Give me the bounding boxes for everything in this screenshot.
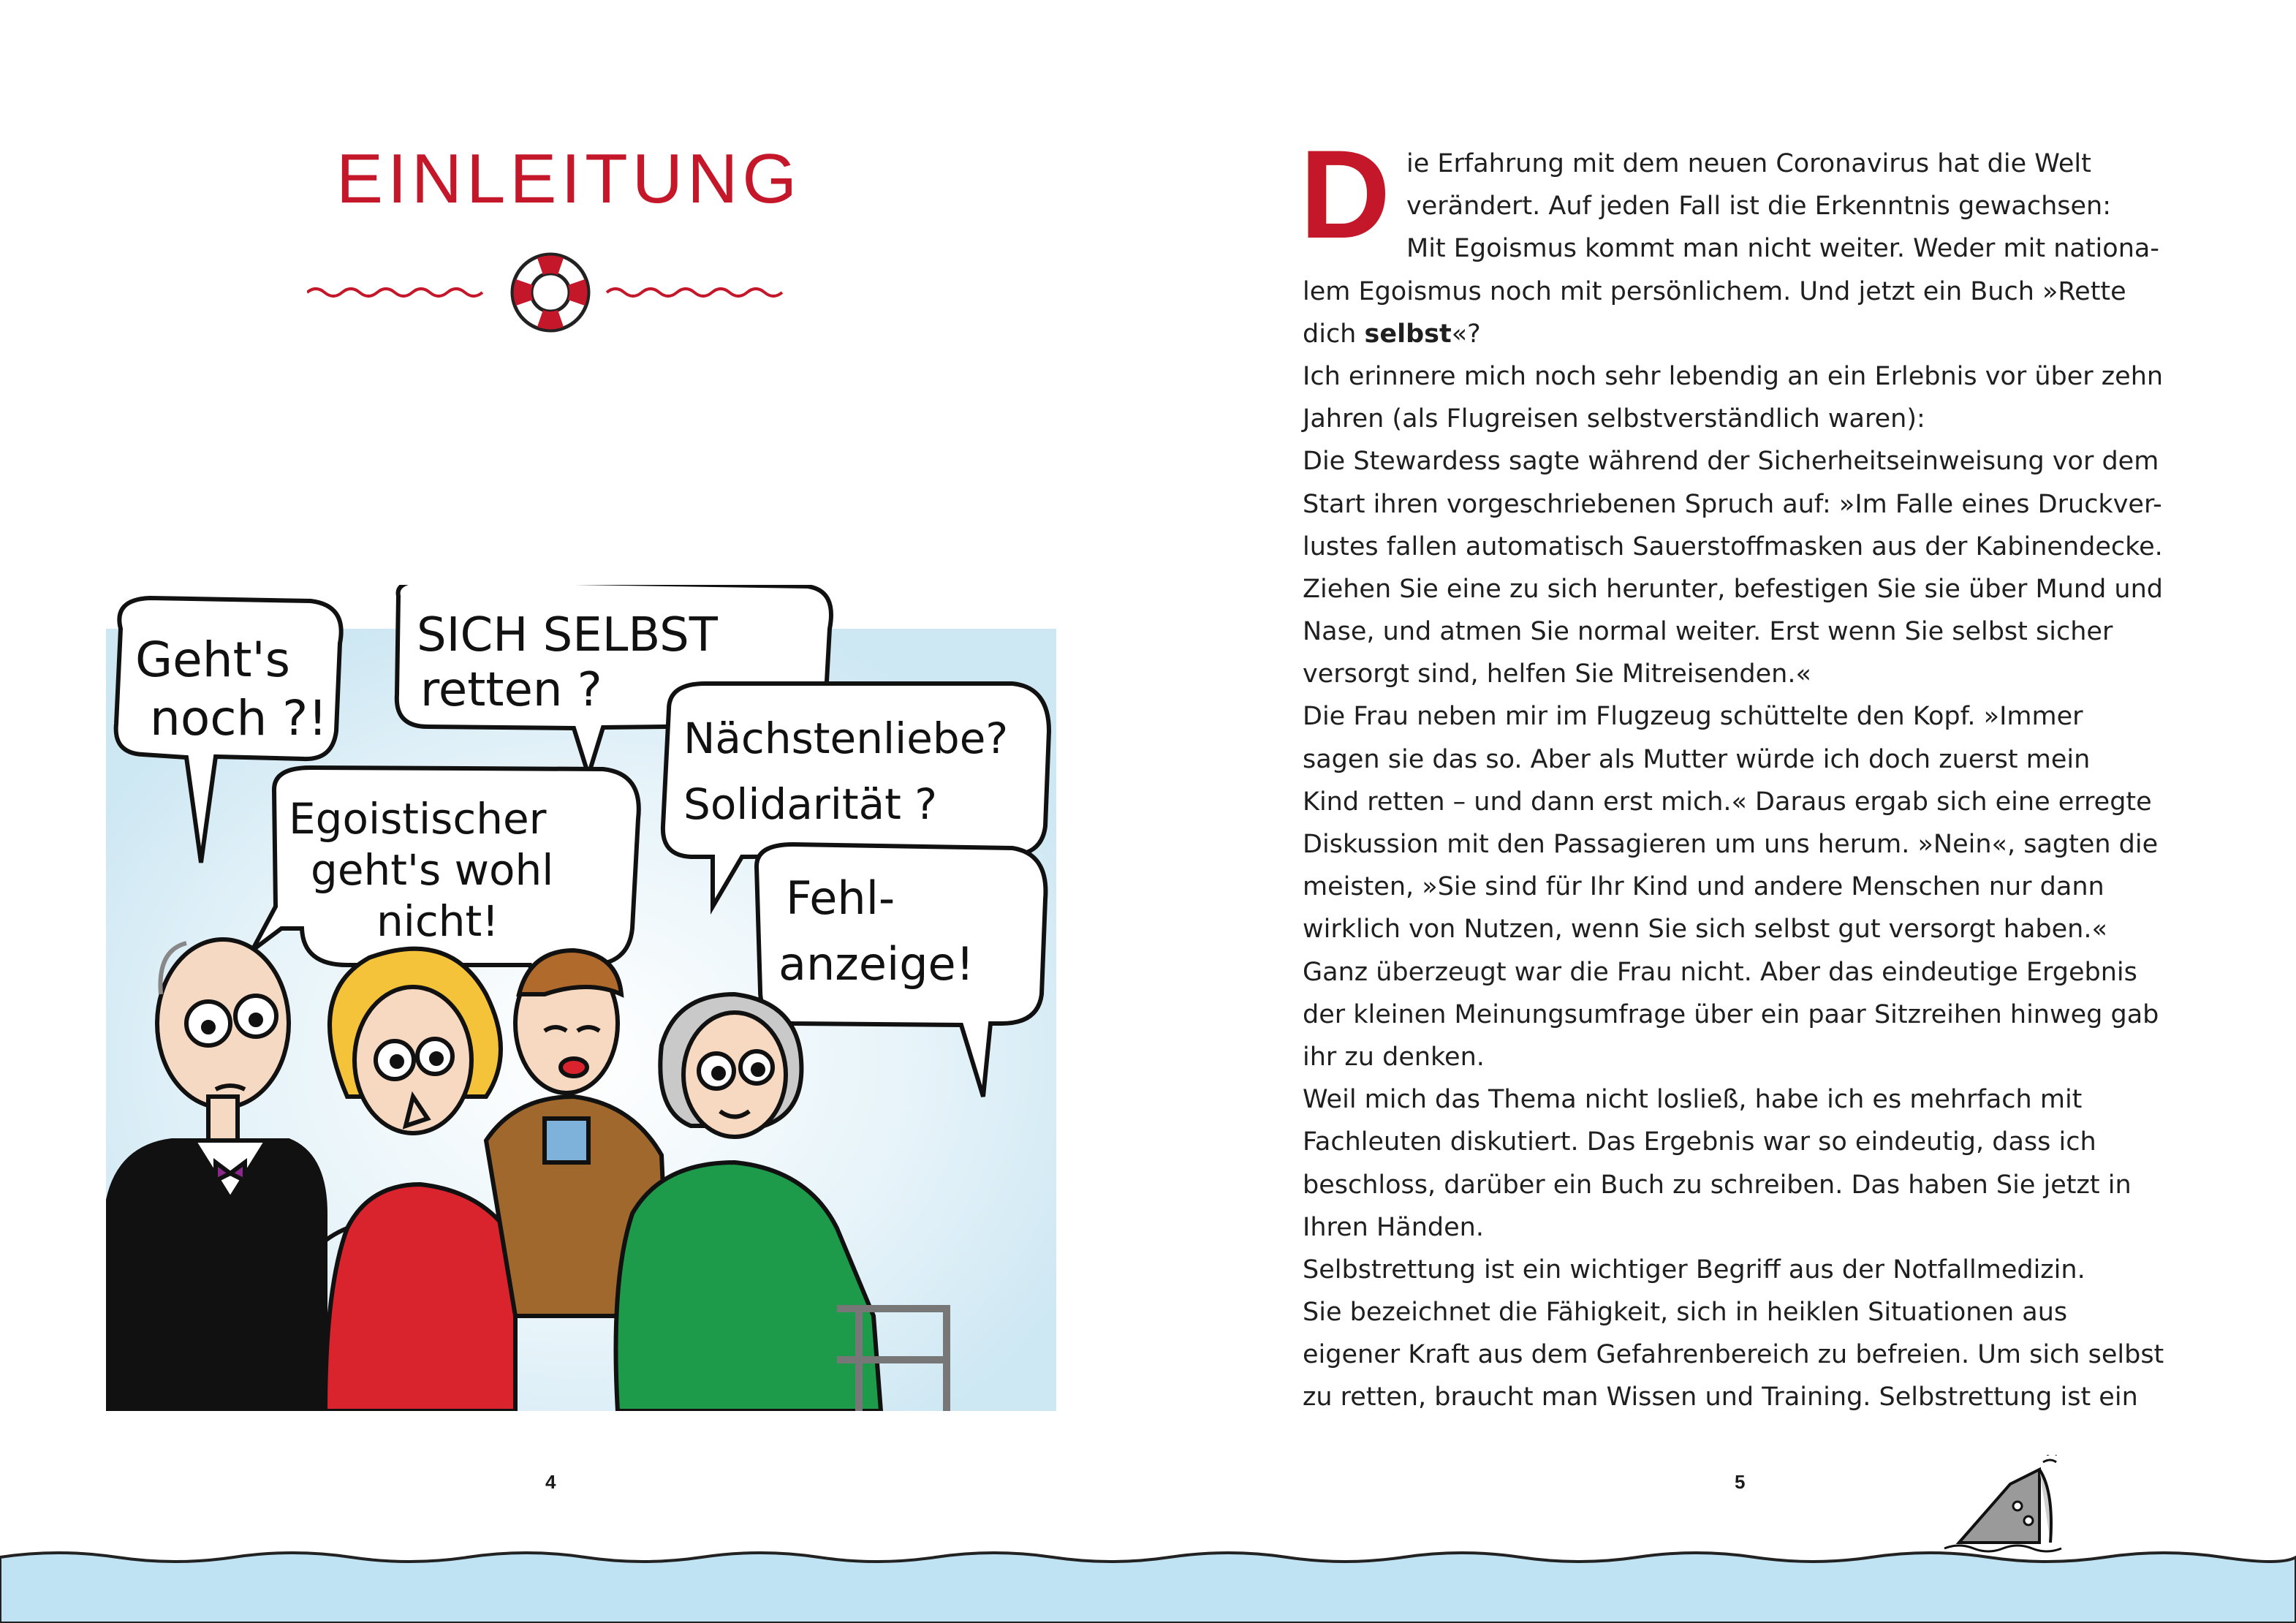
bold-word: selbst [1364,319,1452,349]
bubble-5-line2: anzeige! [778,937,974,991]
text-line: ie Erfahrung mit dem neuen Coronavirus hat die Welt [1406,149,2091,178]
text-line: beschloss, darüber ein Buch zu schreiben. Das haben Sie jetzt in [1303,1170,2132,1200]
bubble-4-line1: Egoistischer [289,794,547,844]
text-line: versorgt sind, helfen Sie Mitreisenden.« [1303,659,1811,689]
text-line: meisten, »Sie sind für Ihr Kind und andere Menschen nur dann [1303,872,2104,902]
text-line: Ziehen Sie eine zu sich herunter, befestigen Sie sie über Mund und [1303,574,2164,604]
text-line: Selbstrettung ist ein wichtiger Begriff aus der Notfallmedizin. [1303,1255,2085,1285]
page-number-left: 4 [545,1471,556,1493]
text-line: sagen sie das so. Aber als Mutter würde ich doch zuerst mein [1303,744,2091,774]
bubble-3-line2: Solidarität ? [683,779,938,829]
text-line: Die Frau neben mir im Flugzeug schüttelte den Kopf. »Immer [1303,702,2083,732]
bubble-4-line3: nicht! [376,896,499,946]
bubble-5-line1: Fehl- [786,871,895,925]
text-line: lem Egoismus noch mit persönlichem. Und jetzt ein Buch »Rette [1303,276,2126,306]
text-line: eigener Kraft aus dem Gefahrenbereich zu befreien. Um sich selbst [1303,1340,2164,1370]
text-line-with-bold [1303,313,2180,355]
text-line: Die Stewardess sagte während der Sicherheitseinweisung vor dem [1303,447,2159,477]
text-segment: dich [1303,319,1365,349]
text-line: Ihren Händen. [1303,1212,1484,1242]
text-line: Weil mich das Thema nicht losließ, habe ich es mehrfach mit [1303,1085,2083,1115]
title-ornament [307,249,797,336]
cartoon-illustration [106,585,1056,1411]
text-line: Ich erinnere mich noch sehr lebendig an ein Erlebnis vor über zehn [1303,361,2164,391]
text-line: Nase, und atmen Sie normal weiter. Erst wenn Sie selbst sicher [1303,617,2113,647]
life-ring-icon [512,254,588,330]
text-line: Jahren (als Flugreisen selbstverständlich waren): [1303,404,1925,434]
bubble-1-line2: noch ?! [150,690,327,746]
text-line: lustes fallen automatisch Sauerstoffmasken aus der Kabinendecke. [1303,531,2163,561]
text-line: Start ihren vorgeschriebenen Spruch auf: »Im Falle eines Druckver- [1303,489,2162,519]
bubble-3-line1: Nächstenliebe? [683,714,1009,763]
text-line: Fachleuten diskutiert. Das Ergebnis war so eindeutig, dass ich [1303,1127,2096,1157]
text-line: wirklich von Nutzen, wenn Sie sich selbst gut versorgt haben.« [1303,915,2107,945]
bubble-4-line2: geht's wohl [311,845,554,895]
page-number-right: 5 [1735,1471,1746,1493]
body-text [1303,143,2180,1419]
text-segment: «? [1451,319,1481,349]
bubble-1-line1: Geht's [135,632,290,688]
text-line: Mit Egoismus kommt man nicht weiter. Weder mit nationa- [1406,234,2159,264]
text-line: verändert. Auf jeden Fall ist die Erkenntnis gewachsen: [1406,192,2112,222]
text-line: zu retten, braucht man Wissen und Training. Selbstrettung ist ein [1303,1382,2138,1412]
drop-cap: D [1300,124,1391,265]
text-line: Diskussion mit den Passagieren um uns herum. »Nein«, sagten die [1303,830,2159,859]
chapter-title: EINLEITUNG [336,140,802,218]
bubble-2-line2: retten ? [420,663,602,717]
text-line: Sie bezeichnet die Fähigkeit, sich in heiklen Situationen aus [1303,1298,2068,1328]
text-line: Ganz überzeugt war die Frau nicht. Aber das eindeutige Ergebnis [1303,957,2137,987]
text-line: der kleinen Meinungsumfrage über ein paar Sitzreihen hinweg gab [1303,999,2159,1029]
text-line: Kind retten – und dann erst mich.« Daraus ergab sich eine erregte [1303,787,2152,817]
water-footer [0,1543,2296,1623]
bubble-2-line1: SICH SELBST [417,608,718,662]
wave-line-right [607,289,782,296]
wave-line-left [307,289,482,296]
text-line: ihr zu denken. [1303,1042,1485,1072]
